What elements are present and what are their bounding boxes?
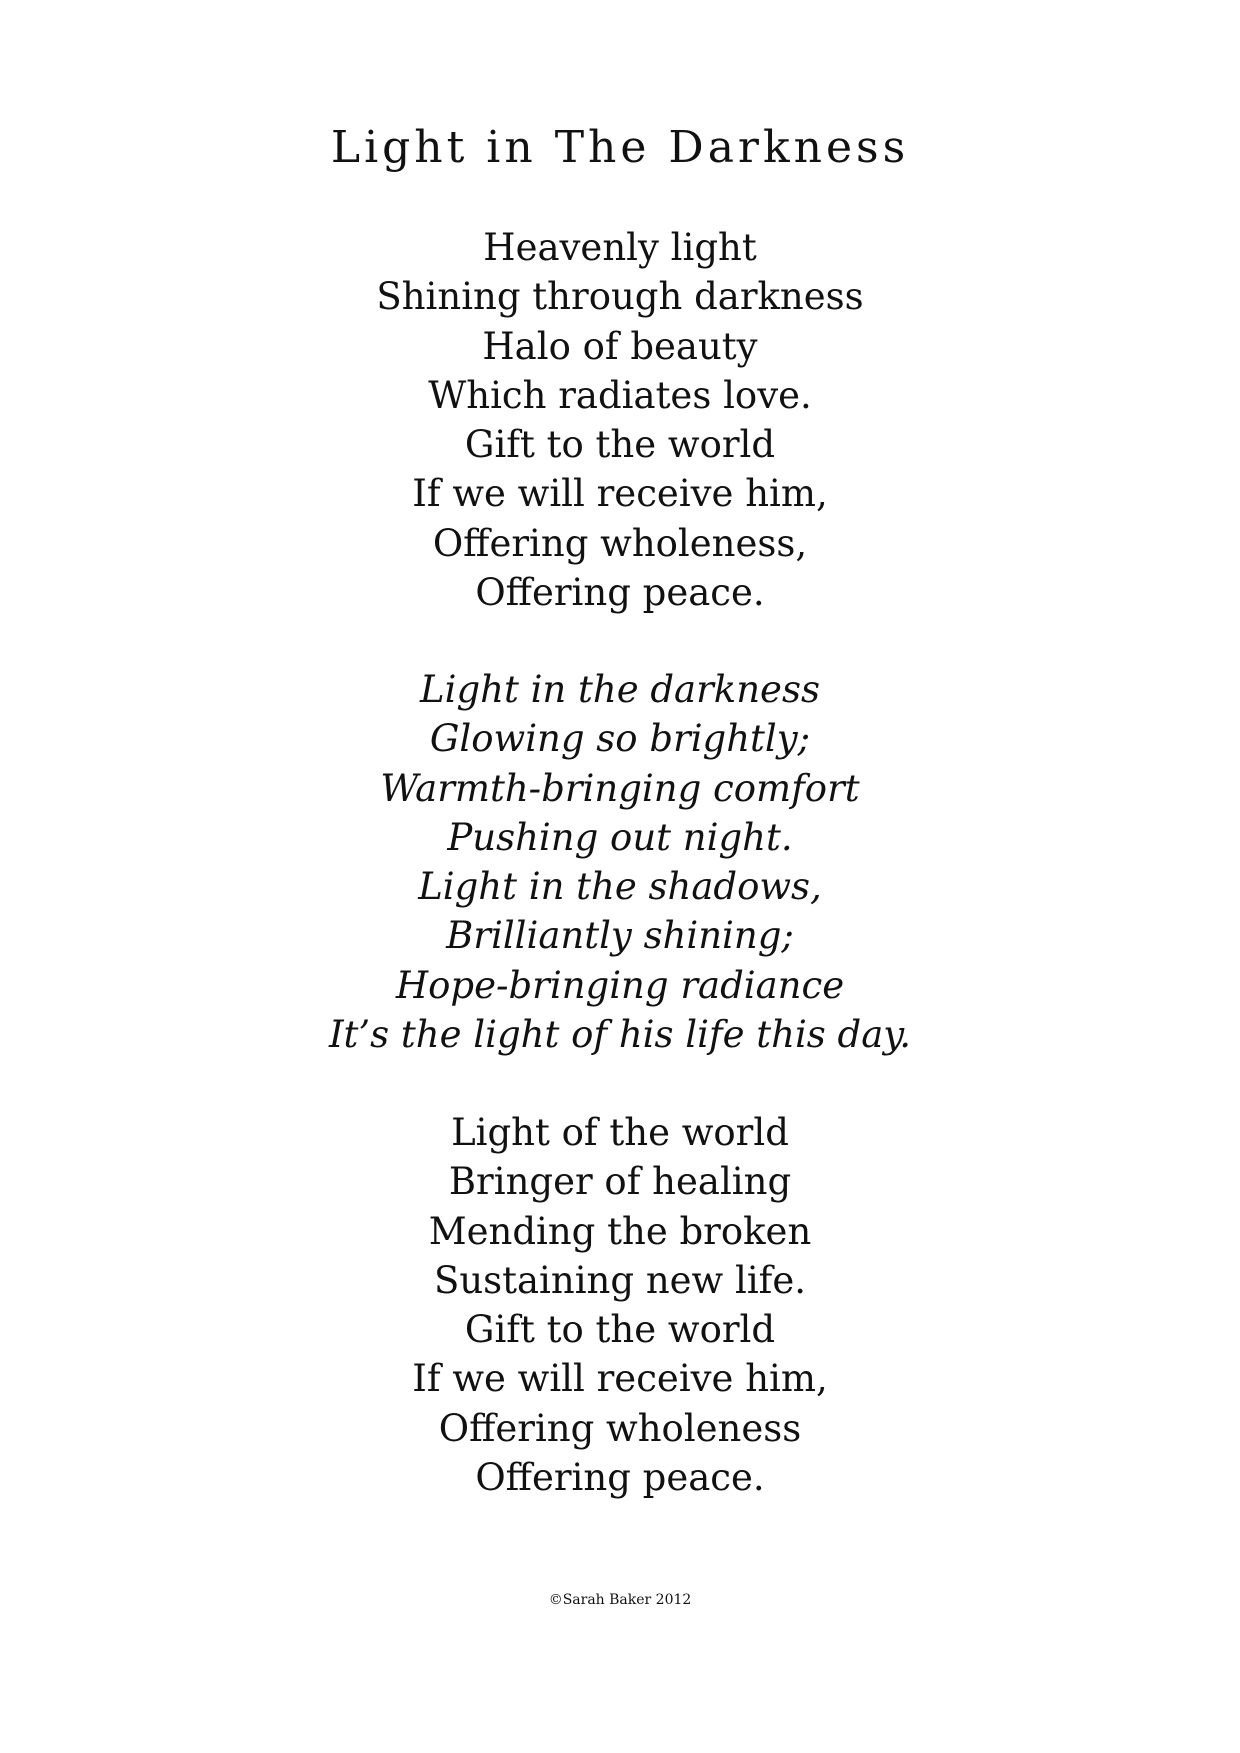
stanza-3: [0, 1108, 1240, 1502]
poem-line: Offering peace.: [475, 571, 765, 615]
poem-line: Warmth-bringing comfort: [380, 766, 860, 810]
poem-line: Hope-bringing radiance: [395, 963, 845, 1007]
poem-line: Bringer of healing: [448, 1160, 792, 1204]
poem-line: Heavenly light: [483, 226, 757, 269]
poem-line: Offering wholeness,: [432, 521, 808, 565]
poem-line: Gift to the world: [464, 423, 776, 467]
poem-line: Which radiates love.: [428, 373, 812, 417]
stanza-1: [0, 223, 1240, 617]
poem-line: Mending the broken: [428, 1209, 812, 1253]
poem-line: Sustaining new life.: [433, 1258, 807, 1302]
poem-line: Shining through darkness: [376, 275, 864, 319]
poem-line: Brilliantly shining;: [446, 914, 794, 958]
poem-line: Light in the darkness: [420, 668, 820, 711]
poem-line: Light of the world: [451, 1111, 789, 1154]
poem-line: It’s the light of his life this day.: [328, 1013, 912, 1057]
poem-line: Pushing out night.: [447, 815, 793, 859]
poem-line: Offering wholeness: [438, 1406, 802, 1450]
poem-line: If we will receive him,: [412, 472, 828, 516]
stanza-2-chorus: [0, 665, 1240, 1059]
poem-line: If we will receive him,: [412, 1357, 828, 1401]
poem-line: Halo of beauty: [482, 324, 758, 368]
poem-line: Glowing so brightly;: [429, 717, 811, 761]
poem-line: Gift to the world: [464, 1308, 776, 1352]
poem-line: Offering peace.: [475, 1456, 765, 1500]
poem-title: Light in The Darkness: [330, 122, 910, 173]
copyright-notice: ©Sarah Baker 2012: [548, 1592, 692, 1608]
poem-line: Light in the shadows,: [418, 865, 822, 909]
